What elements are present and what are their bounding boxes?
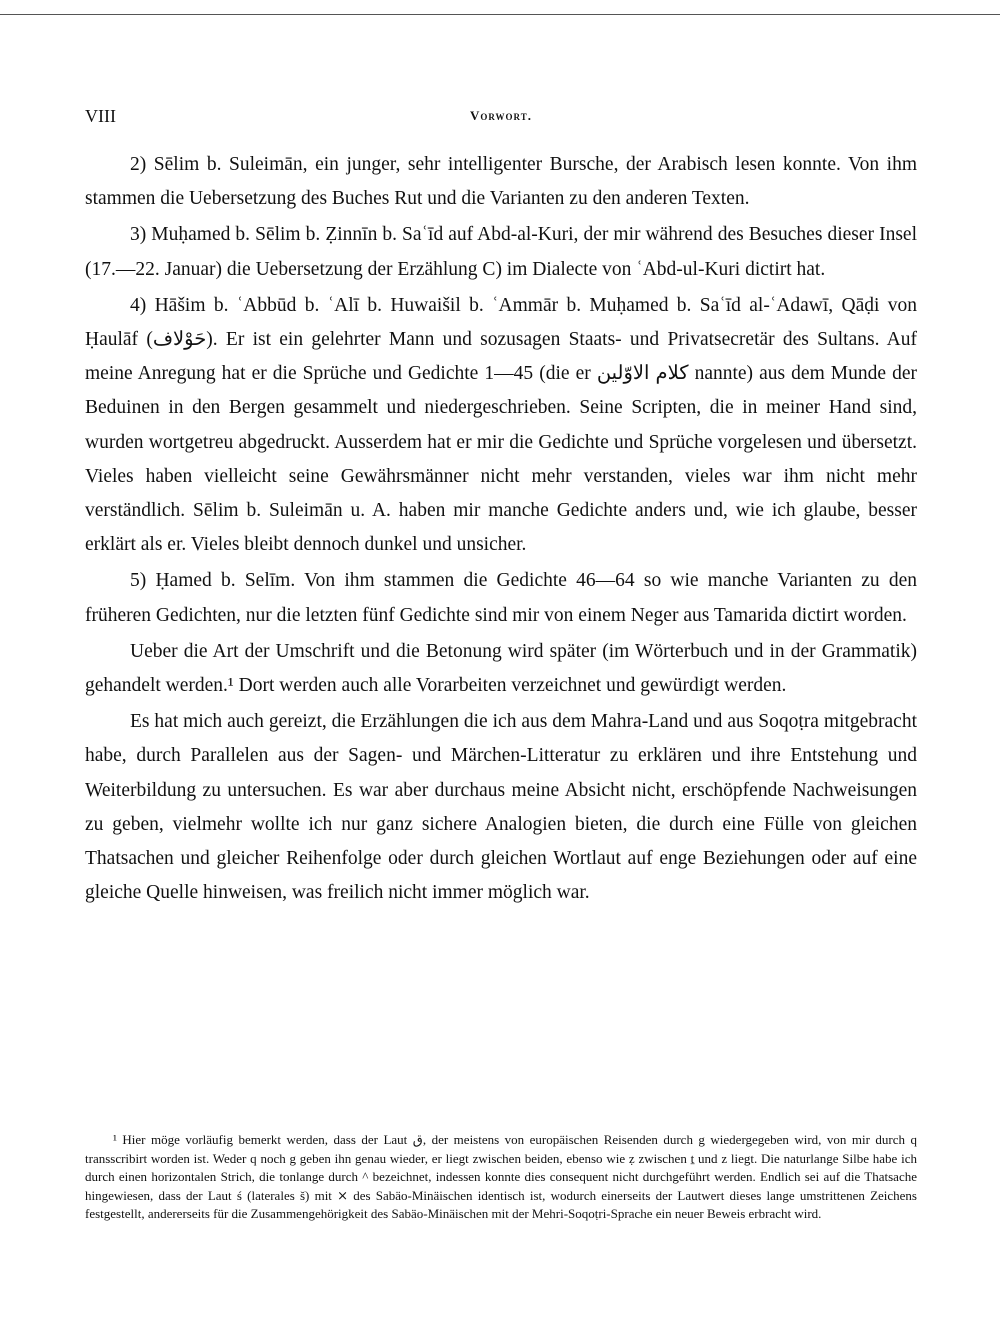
paragraph-narratives: Es hat mich auch gereizt, die Erzählungen die ich aus dem Mahra-Land und aus Soqoṭra mitgebracht habe, durch Parallelen aus der Sagen- und Märchen-Litteratur zu erklären und ihre Entstehung und Weiterbildung zu untersuchen. Es war aber durchaus meine Absicht nicht, erschöpfende Nachweisungen zu geben, vielmehr wollte ich nur ganz sichere Analogien bieten, die durch eine Fülle von gleichen Thatsachen und gleicher Reihenfolge oder durch gleichen Wortlaut auf enge Beziehungen oder auf eine gleiche Quelle hinweisen, was freilich nicht immer möglich war. xyxy=(85,711,917,904)
body-text xyxy=(85,148,917,910)
page-number: VIII xyxy=(85,106,116,126)
paragraph-item-4: 4) Hāšim b. ʿAbbūd b. ʿAlī b. Huwaišil b. ʿAmmār b. Muḥamed b. Saʿīd al-ʿAdawī, Qāḍi von Ḥaulāf (حَوْلاف). Er ist ein gelehrter Mann und sozusagen Staats- und Privatsecretär des Sultans. Auf meine Anregung hat er die Sprüche und Gedichte 1—45 (die er كلام الاوّلين nannte) aus dem Munde der Beduinen in den Bergen gesammelt und niedergeschrieben. Seine Scripten, die in meiner Hand sind, wurden wortgetreu abgedruckt. Ausserdem hat er mir die Gedichte und Sprüche vorgelesen und übersetzt. Vieles haben vielleicht seine Gewährsmänner nicht mehr verstanden, vieles war ihm nicht mehr verständlich. Sēlim b. Suleimān u. A. haben mir manche Gedichte anders und, wie ich glaube, besser erklärt als er. Vieles bleibt dennoch dunkel und unsicher. xyxy=(85,294,918,556)
running-title: Vorwort. xyxy=(469,108,532,123)
paragraph-item-2: 2) Sēlim b. Suleimān, ein junger, sehr intelligenter Bursche, der Arabisch lesen konnte. Von ihm stammen die Uebersetzung des Buches Rut und die Varianten zu den anderen Texten. xyxy=(85,154,917,210)
page-header xyxy=(85,106,917,132)
footnote: ¹ Hier möge vorläufig bemerkt werden, dass der Laut ق, der meistens von europäischen Reisenden durch g wiedergegeben wird, von mir durch q transscribirt worden ist. Weder q noch g geben ihn genau wieder, er liegt zwischen beiden, ebenso wie ẓ zwischen ṯ und z liegt. Die naturlange Silbe habe ich durch einen horizontalen Strich, die tonlange durch ^ bezeichnet, indessen konnte dies consequent nicht durchgeführt werden. Endlich sei auf die Thatsache hingewiesen, dass der Laut ś (laterales š) mit ⨯ des Sabäo-Minäischen identisch ist, wodurch einerseits der Lautwert dieses lange umstrittenen Zeichens festgestellt, andererseits für die Zusammengehörigkeit des Sabäo-Minäischen mit der Mehri-Soqoṭri-Sprache ein neuer Beweis erbracht wird. xyxy=(85,1132,917,1222)
footnote-section xyxy=(85,1131,917,1224)
paragraph-item-5: 5) Ḥamed b. Selīm. Von ihm stammen die Gedichte 46—64 so wie manche Varianten zu den früheren Gedichten, nur die letzten fünf Gedichte sind mir von einem Neger aus Tamarida dictirt worden. xyxy=(85,570,917,626)
paragraph-item-3: 3) Muḥamed b. Sēlim b. Ẓinnīn b. Saʿīd auf Abd-al-Kuri, der mir während des Besuches dieser Insel (17.—22. Januar) die Uebersetzung der Erzählung C) im Dialecte von ʿAbd-ul-Kuri dictirt hat. xyxy=(85,224,917,280)
paragraph-transcription: Ueber die Art der Umschrift und die Betonung wird später (im Wörterbuch und in der Grammatik) gehandelt werden.¹ Dort werden auch alle Vorarbeiten verzeichnet und gewürdigt werden. xyxy=(85,640,917,697)
top-rule xyxy=(0,14,1000,15)
